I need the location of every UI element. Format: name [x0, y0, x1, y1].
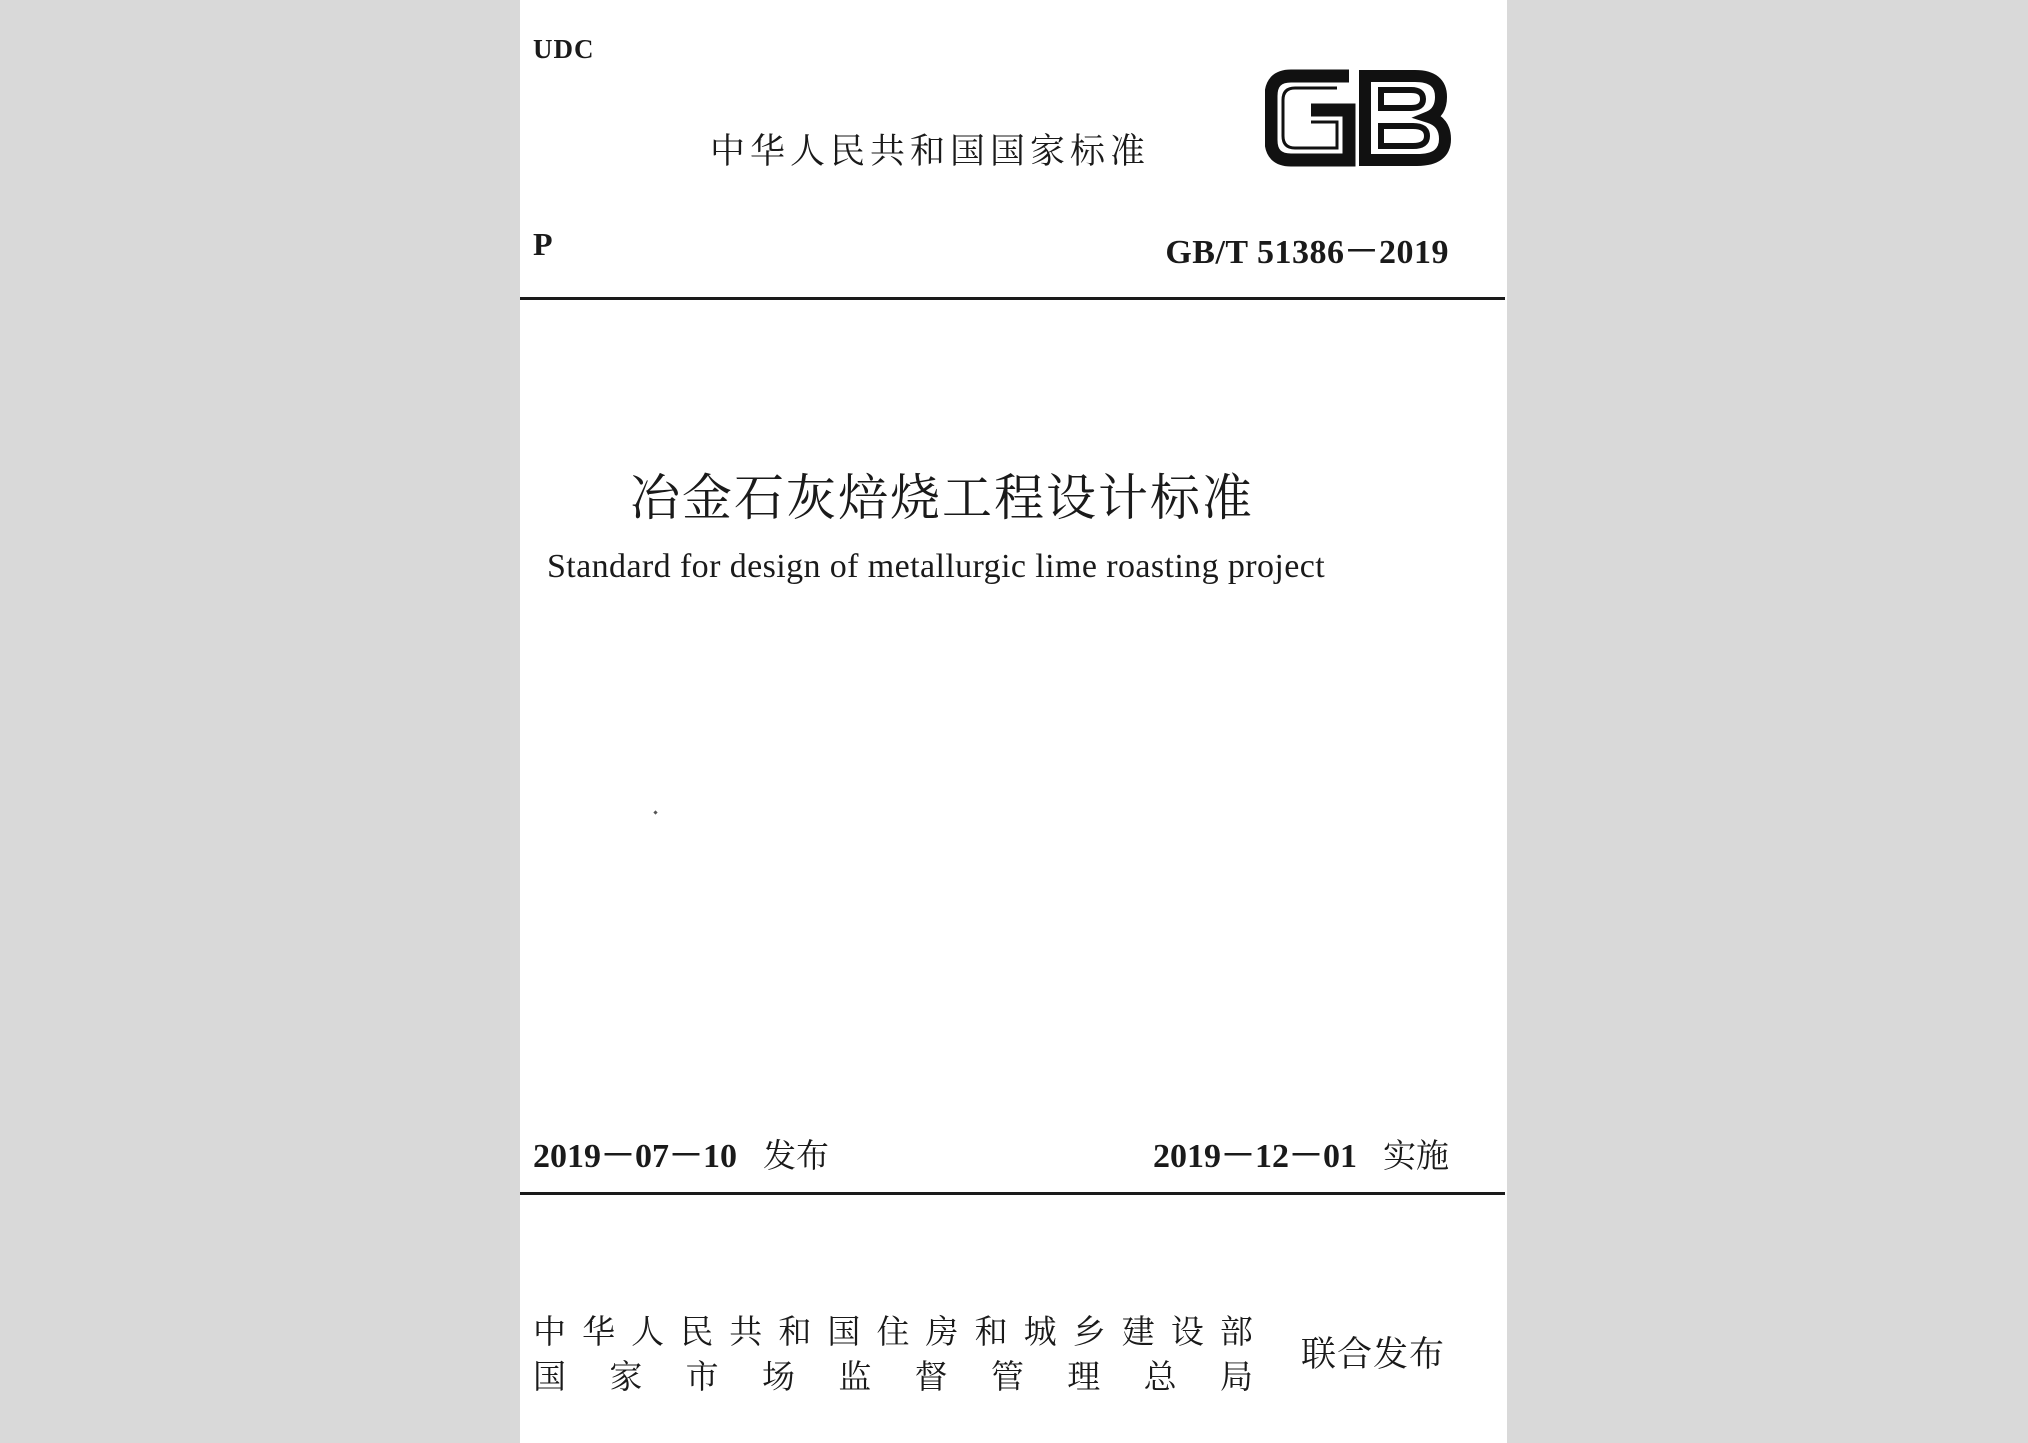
issuer-char: 房: [925, 1312, 959, 1351]
issue-date: 2019－07－10: [533, 1138, 737, 1175]
issue-label: 发布: [763, 1136, 829, 1175]
standard-number: GB/T 51386－2019: [1165, 234, 1449, 271]
classification-code: P: [533, 226, 553, 262]
issue-date-row: [533, 1128, 829, 1177]
issuer-char: 和: [778, 1312, 812, 1351]
issuer-char: 国: [827, 1312, 861, 1351]
issuer-char: 部: [1219, 1312, 1253, 1351]
effective-date: 2019－12－01: [1153, 1138, 1357, 1175]
issuer-char: 中: [533, 1312, 566, 1351]
title-chinese: 冶金石灰焙烧工程设计标准: [630, 469, 1254, 527]
issuer-char: 民: [680, 1312, 714, 1351]
effective-label: 实施: [1383, 1136, 1449, 1175]
issuer-char: 人: [631, 1312, 665, 1351]
issuer-char: 华: [582, 1312, 616, 1351]
standard-cover-page: [520, 0, 1507, 1443]
issuer-char: 市: [685, 1357, 719, 1396]
issuer-char: 家: [609, 1357, 643, 1396]
issuer-char: 设: [1170, 1312, 1204, 1351]
top-divider: [520, 297, 1505, 300]
issuer-char: 理: [1067, 1357, 1101, 1396]
national-standard-heading: 中华人民共和国国家标准: [710, 132, 1151, 172]
issuer-char: 管: [990, 1357, 1024, 1396]
issuer-char: 总: [1143, 1357, 1177, 1396]
joint-issue-label: 联合发布: [1301, 1335, 1446, 1375]
issuer-char: 共: [729, 1312, 763, 1351]
issuer-char: 乡: [1072, 1312, 1106, 1351]
issuer-char: 督: [914, 1357, 948, 1396]
issuer-ministry: [533, 1306, 1253, 1353]
issuer-char: 和: [974, 1312, 1008, 1351]
title-english: Standard for design of metallurgic lime roasting project: [547, 548, 1326, 585]
issuer-char: 监: [838, 1357, 872, 1396]
issuer-char: 城: [1023, 1312, 1057, 1351]
bottom-divider: [520, 1192, 1505, 1195]
udc-label: UDC: [533, 34, 595, 64]
issuer-char: 局: [1219, 1357, 1253, 1396]
effective-date-row: [1153, 1128, 1449, 1177]
issuer-char: 住: [876, 1312, 910, 1351]
issuer-char: 建: [1121, 1312, 1155, 1351]
gb-logo: [1265, 68, 1453, 168]
gb-logo-mark: [1265, 68, 1453, 168]
scan-speck: [653, 810, 657, 814]
issuer-char: 场: [761, 1357, 795, 1396]
issuer-char: 国: [533, 1357, 566, 1396]
issuer-market-regulation: [533, 1351, 1253, 1398]
